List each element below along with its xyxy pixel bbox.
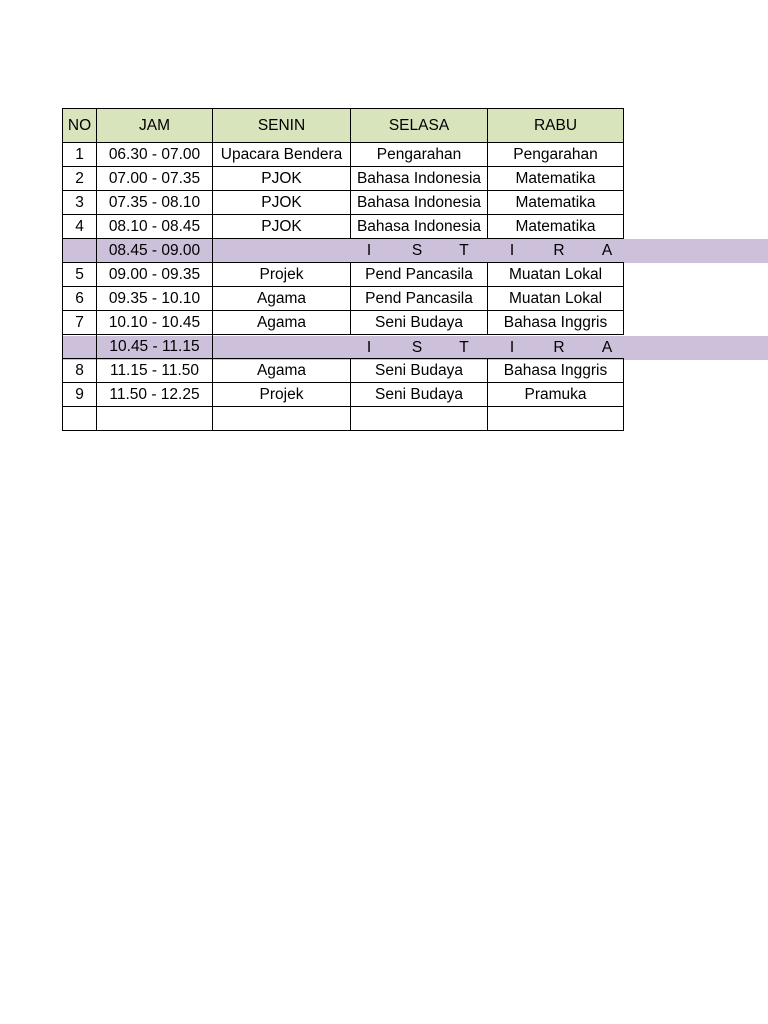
cell-senin[interactable]: PJOK bbox=[213, 191, 351, 215]
cell-no[interactable] bbox=[63, 335, 97, 359]
cell-selasa[interactable]: Pengarahan bbox=[351, 143, 488, 167]
cell-senin[interactable]: Projek bbox=[213, 383, 351, 407]
cell-jam[interactable]: 08.10 - 08.45 bbox=[97, 215, 213, 239]
table-row bbox=[63, 191, 624, 215]
cell-rabu[interactable]: Pramuka bbox=[488, 383, 624, 407]
header-no[interactable]: NO bbox=[63, 109, 97, 143]
cell-rabu[interactable]: Muatan Lokal bbox=[488, 263, 624, 287]
cell-selasa[interactable]: Bahasa Indonesia bbox=[351, 215, 488, 239]
cell-jam[interactable]: 08.45 - 09.00 bbox=[97, 239, 213, 263]
table-row bbox=[63, 287, 624, 311]
break-letter: I bbox=[509, 242, 515, 259]
cell-no[interactable] bbox=[63, 407, 97, 431]
break-letter: T bbox=[459, 339, 469, 356]
cell-no[interactable]: 1 bbox=[63, 143, 97, 167]
header-senin[interactable]: SENIN bbox=[213, 109, 351, 143]
table-row bbox=[63, 143, 624, 167]
break-letter: S bbox=[411, 242, 423, 259]
cell-senin[interactable]: Upacara Bendera bbox=[213, 143, 351, 167]
header-jam[interactable]: JAM bbox=[97, 109, 213, 143]
cell-no[interactable]: 4 bbox=[63, 215, 97, 239]
cell-no[interactable]: 9 bbox=[63, 383, 97, 407]
table-row bbox=[63, 311, 624, 335]
break-letter: T bbox=[459, 242, 469, 259]
break-letter: R bbox=[553, 242, 565, 259]
break-letter: I bbox=[366, 242, 372, 259]
cell-senin[interactable]: Agama bbox=[213, 287, 351, 311]
cell-no[interactable]: 5 bbox=[63, 263, 97, 287]
cell-jam[interactable]: 07.00 - 07.35 bbox=[97, 167, 213, 191]
cell-selasa[interactable]: Pend Pancasila bbox=[351, 287, 488, 311]
cell-rabu[interactable]: Matematika bbox=[488, 191, 624, 215]
cell-rabu[interactable]: Muatan Lokal bbox=[488, 287, 624, 311]
cell-selasa[interactable]: Bahasa Indonesia bbox=[351, 167, 488, 191]
cell-no[interactable]: 7 bbox=[63, 311, 97, 335]
cell-selasa[interactable] bbox=[351, 407, 488, 431]
break-letter: I bbox=[366, 339, 372, 356]
header-row bbox=[63, 109, 624, 143]
header-selasa[interactable]: SELASA bbox=[351, 109, 488, 143]
cell-selasa[interactable]: Seni Budaya bbox=[351, 383, 488, 407]
cell-no[interactable]: 3 bbox=[63, 191, 97, 215]
table-row bbox=[63, 359, 624, 383]
table-row bbox=[63, 167, 624, 191]
cell-no[interactable] bbox=[63, 239, 97, 263]
schedule-table bbox=[62, 108, 624, 431]
break-letter: R bbox=[553, 339, 565, 356]
cell-rabu[interactable]: Pengarahan bbox=[488, 143, 624, 167]
table-row bbox=[63, 215, 624, 239]
cell-jam[interactable]: 10.10 - 10.45 bbox=[97, 311, 213, 335]
break-label bbox=[362, 336, 624, 360]
cell-rabu[interactable]: Matematika bbox=[488, 215, 624, 239]
cell-senin[interactable]: PJOK bbox=[213, 167, 351, 191]
break-letter: I bbox=[509, 339, 515, 356]
cell-jam[interactable]: 10.45 - 11.15 bbox=[97, 335, 213, 359]
cell-no[interactable]: 2 bbox=[63, 167, 97, 191]
break-letter: A bbox=[601, 242, 613, 259]
cell-jam[interactable]: 11.15 - 11.50 bbox=[97, 359, 213, 383]
cell-rabu[interactable] bbox=[488, 407, 624, 431]
cell-selasa[interactable]: Bahasa Indonesia bbox=[351, 191, 488, 215]
cell-senin[interactable]: Agama bbox=[213, 311, 351, 335]
cell-senin[interactable]: Agama bbox=[213, 359, 351, 383]
cell-senin[interactable] bbox=[213, 407, 351, 431]
cell-jam[interactable]: 09.00 - 09.35 bbox=[97, 263, 213, 287]
table-row bbox=[63, 263, 624, 287]
cell-senin[interactable]: Projek bbox=[213, 263, 351, 287]
cell-jam[interactable]: 06.30 - 07.00 bbox=[97, 143, 213, 167]
cell-jam[interactable]: 11.50 - 12.25 bbox=[97, 383, 213, 407]
cell-selasa[interactable]: Seni Budaya bbox=[351, 359, 488, 383]
cell-selasa[interactable]: Seni Budaya bbox=[351, 311, 488, 335]
cell-jam[interactable] bbox=[97, 407, 213, 431]
break-label bbox=[362, 239, 624, 263]
break-letter: S bbox=[411, 339, 423, 356]
cell-selasa[interactable]: Pend Pancasila bbox=[351, 263, 488, 287]
table-row bbox=[63, 383, 624, 407]
cell-rabu[interactable]: Bahasa Inggris bbox=[488, 311, 624, 335]
cell-rabu[interactable]: Matematika bbox=[488, 167, 624, 191]
cell-no[interactable]: 8 bbox=[63, 359, 97, 383]
break-letter: A bbox=[601, 339, 613, 356]
cell-jam[interactable]: 09.35 - 10.10 bbox=[97, 287, 213, 311]
cell-jam[interactable]: 07.35 - 08.10 bbox=[97, 191, 213, 215]
header-rabu[interactable]: RABU bbox=[488, 109, 624, 143]
table-row bbox=[63, 407, 624, 431]
cell-senin[interactable]: PJOK bbox=[213, 215, 351, 239]
cell-no[interactable]: 6 bbox=[63, 287, 97, 311]
cell-rabu[interactable]: Bahasa Inggris bbox=[488, 359, 624, 383]
